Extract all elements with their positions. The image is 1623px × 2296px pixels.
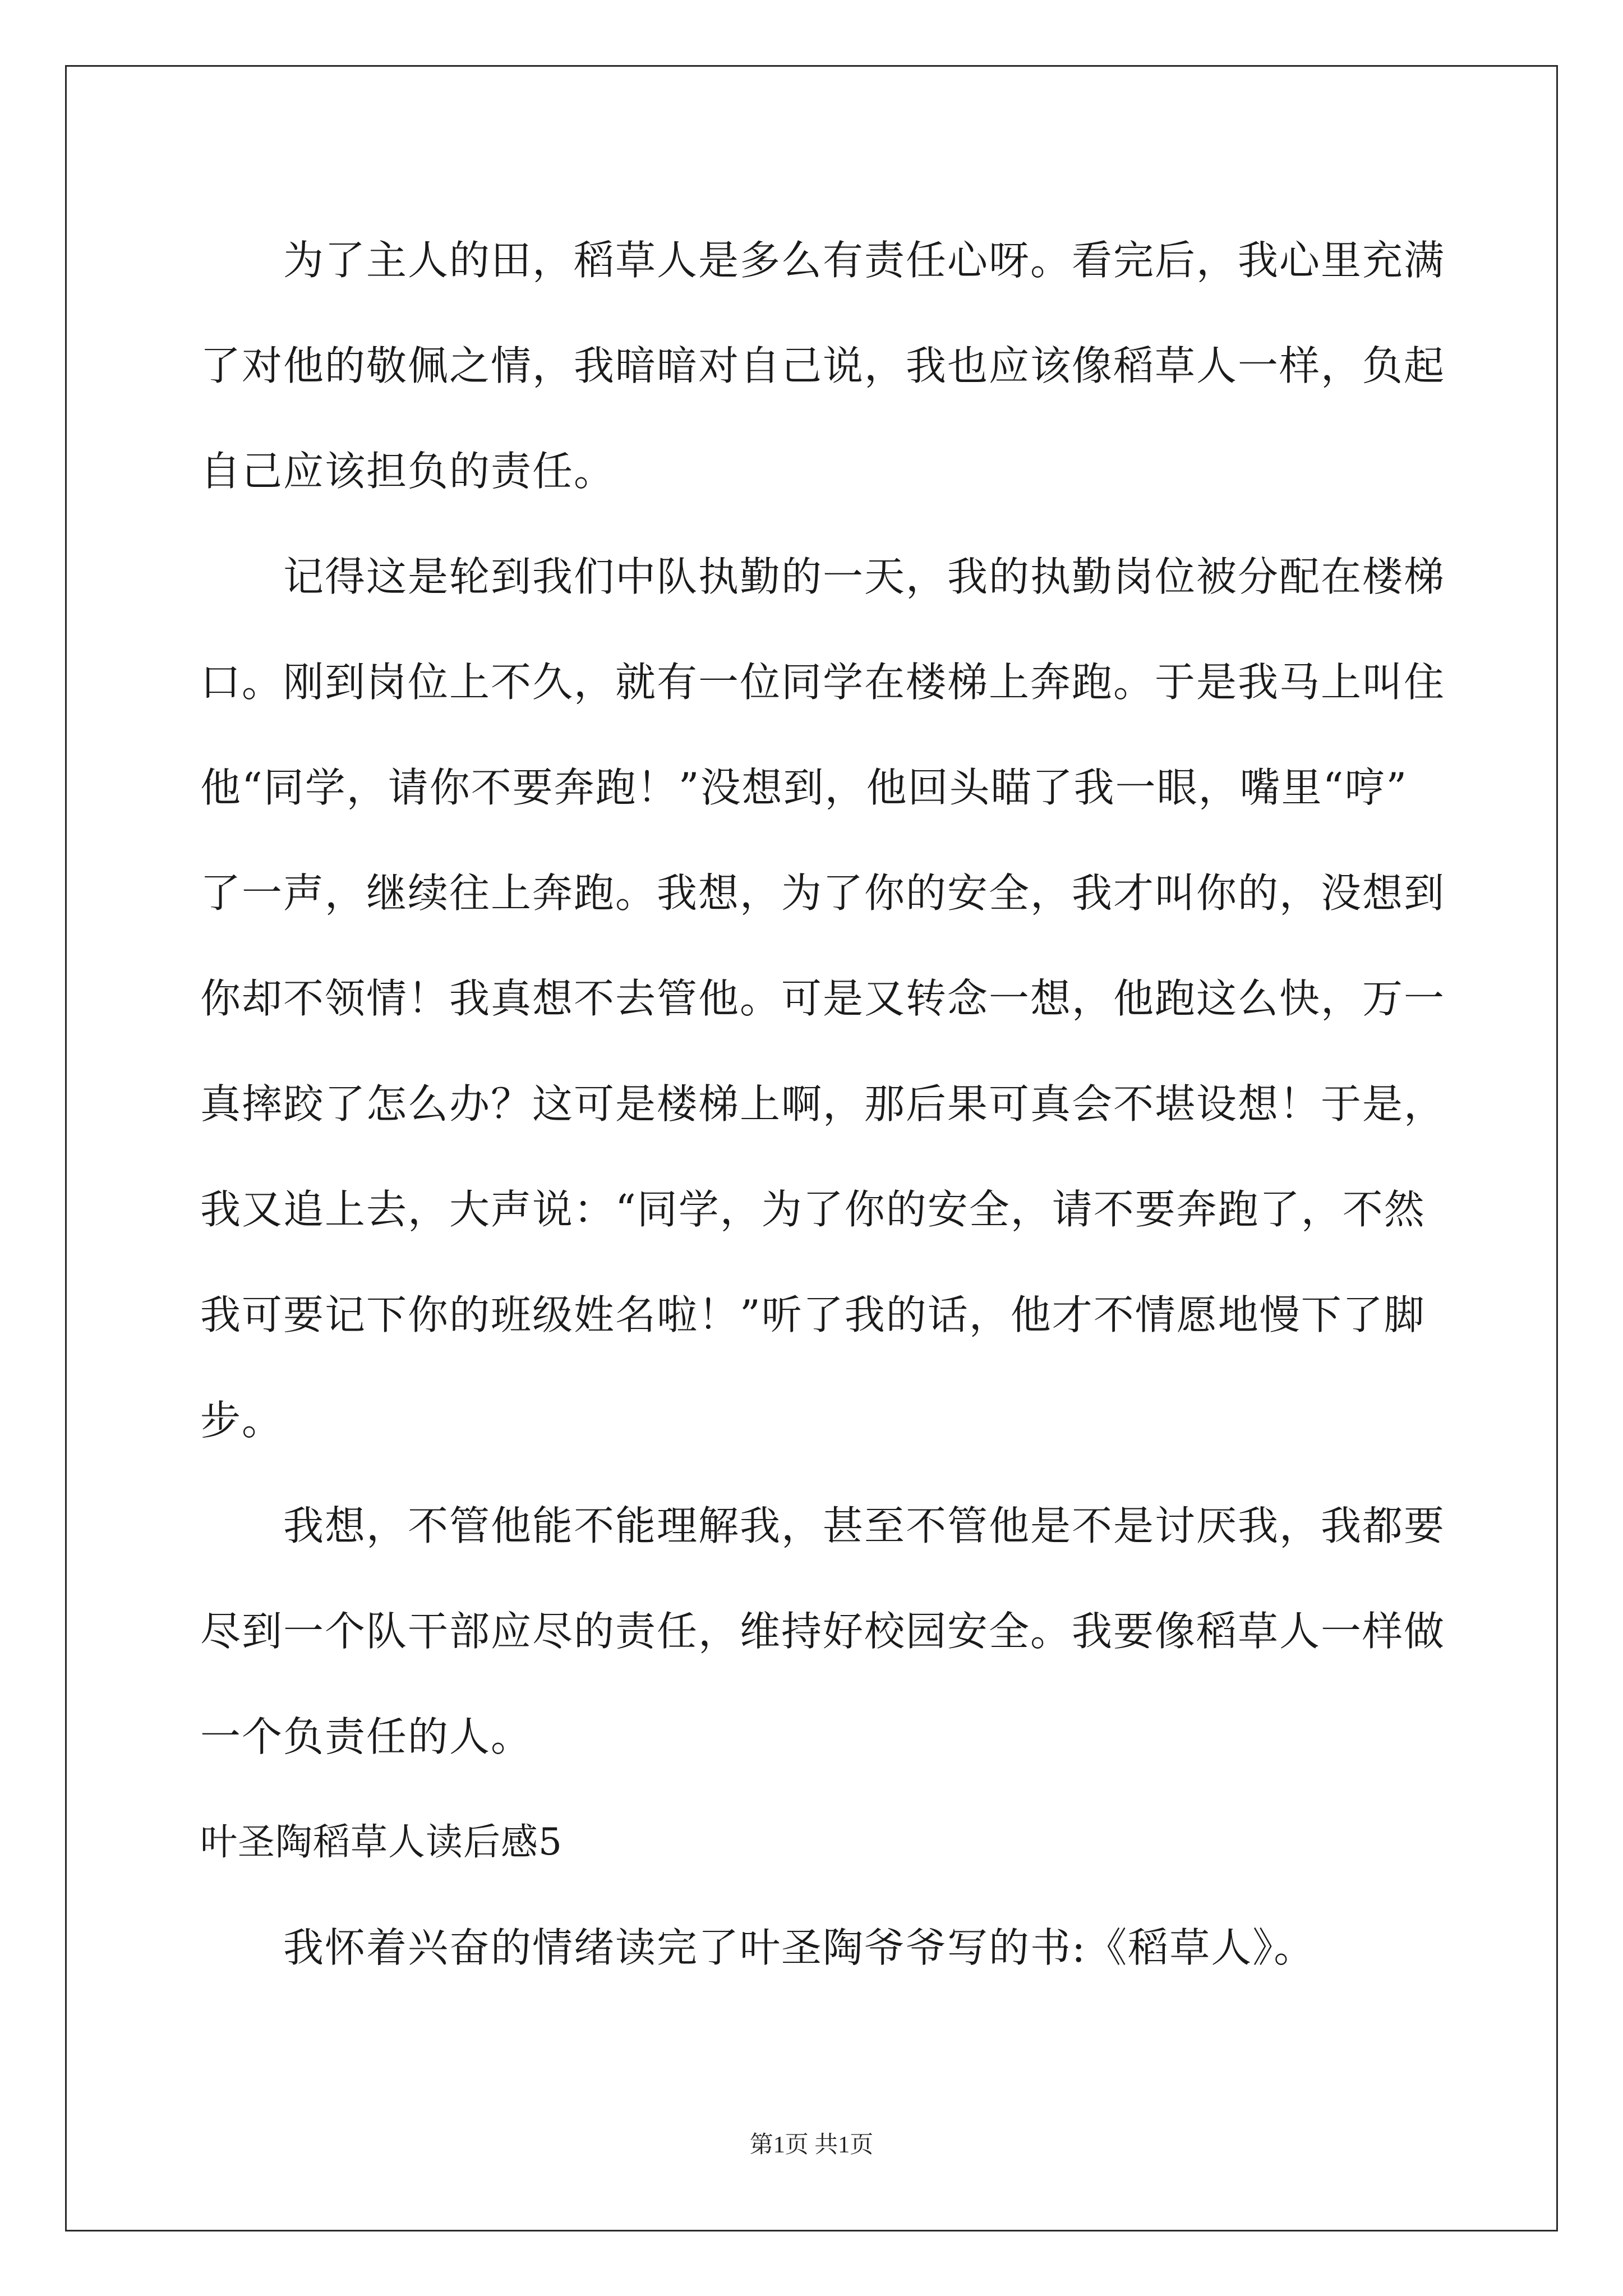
paragraph-line: 一个负责任的人。 (200, 1713, 533, 1760)
paragraph-line: 自己应该担负的责任。 (200, 448, 616, 495)
paragraph-line: 了对他的敬佩之情，我暗暗对自己说，我也应该像稻草人一样，负起 (200, 342, 1446, 389)
paragraph-line: 真摔跤了怎么办？这可是楼梯上啊，那后果可真会不堪设想！于是， (200, 1080, 1446, 1128)
paragraph-line: 我怀着兴奋的情绪读完了叶圣陶爷爷写的书:《稻草人》。 (283, 1924, 1316, 1971)
section-heading: 叶圣陶稻草人读后感5 (200, 1820, 562, 1864)
paragraph-line: 口。刚到岗位上不久，就有一位同学在楼梯上奔跑。于是我马上叫住 (200, 659, 1446, 706)
paragraph-line: 了一声，继续往上奔跑。我想，为了你的安全，我才叫你的，没想到 (200, 869, 1446, 917)
paragraph-line: 尽到一个队干部应尽的责任，维持好校园安全。我要像稻草人一样做 (200, 1608, 1446, 1655)
paragraph-line: 记得这是轮到我们中队执勤的一天，我的执勤岗位被分配在楼梯 (283, 553, 1446, 600)
paragraph-line: 我可要记下你的班级姓名啦！”听了我的话，他才不情愿地慢下了脚 (200, 1291, 1426, 1338)
paragraph-line: 为了主人的田，稻草人是多么有责任心呀。看完后，我心里充满 (283, 237, 1446, 284)
page-number-footer: 第1页 共1页 (749, 2132, 874, 2158)
paragraph-line: 我想，不管他能不能理解我，甚至不管他是不是讨厌我，我都要 (283, 1502, 1446, 1549)
document-body (200, 208, 1446, 2000)
paragraph-line: 他“同学，请你不要奔跑！”没想到，他回头瞄了我一眼，嘴里“哼” (200, 764, 1408, 811)
paragraph-line: 我又追上去，大声说：“同学，为了你的安全，请不要奔跑了，不然 (200, 1186, 1426, 1233)
paragraph-line: 步。 (200, 1397, 284, 1444)
paragraph-line: 你却不领情！我真想不去管他。可是又转念一想，他跑这么快，万一 (200, 975, 1446, 1022)
